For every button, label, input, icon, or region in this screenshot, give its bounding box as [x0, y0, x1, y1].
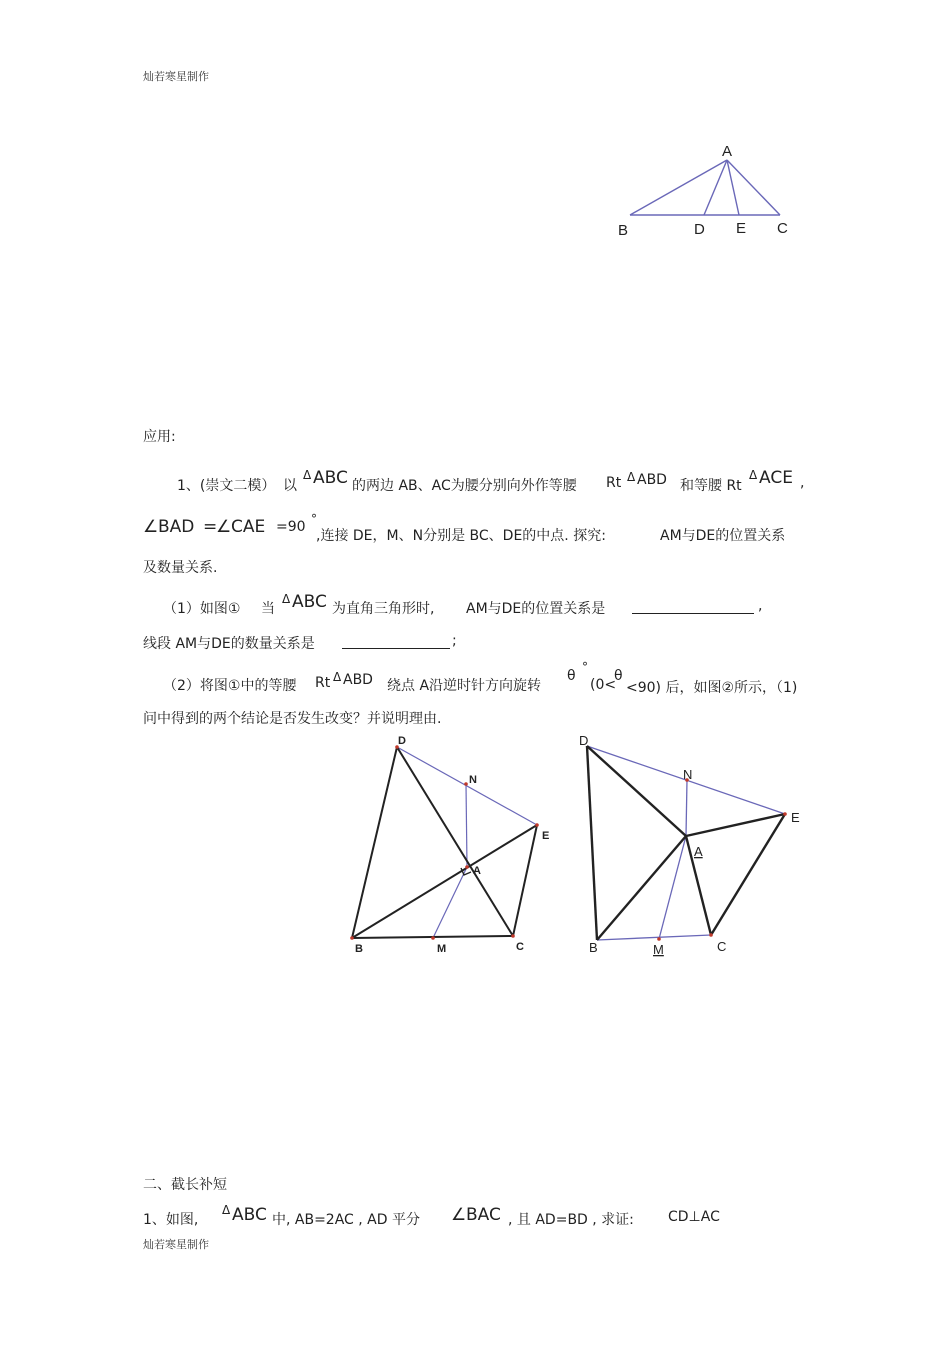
q2-rotate-text: 绕点 A沿逆时针方向旋转 [387, 678, 542, 694]
triangle-ace-label: ACE [759, 468, 793, 488]
q1-dang: 当 [261, 601, 275, 617]
segment-an [686, 780, 687, 836]
segment-an [466, 784, 467, 867]
rt-label-2: Rt [315, 675, 331, 691]
q1-semicolon: ; [452, 633, 457, 649]
segment-ec [711, 814, 785, 935]
segment-ae [727, 160, 739, 215]
angle-cae-label: CAE [231, 517, 266, 537]
problem1-text2: 和等腰 Rt [680, 478, 742, 494]
triangle-symbol: Δ [627, 470, 636, 484]
q2-range-end: <90) 后，如图②所示，（1) [626, 680, 798, 696]
segment-bm [597, 935, 711, 940]
figure-3-right [575, 730, 815, 960]
label-b: B [589, 940, 598, 955]
label-e: E [791, 810, 800, 825]
q2-range-start: (0< [590, 677, 617, 693]
problem2-text2: , 且 AD=BD , 求证: [508, 1212, 634, 1228]
point-n [464, 782, 468, 786]
triangle-symbol: Δ [222, 1203, 231, 1217]
q2-prefix: （2）将图①中的等腰 [163, 678, 297, 694]
figure-2-left [340, 730, 570, 960]
problem1-text1: 的两边 AB、AC为腰分别向外作等腰 [352, 478, 577, 494]
label-d: D [694, 221, 705, 238]
point-m [431, 936, 435, 940]
label-n: N [469, 774, 477, 786]
label-a: A [694, 844, 703, 859]
q1-prefix: （1）如图① [163, 601, 241, 617]
problem1-comma: , [800, 475, 805, 491]
triangle-abc-label: ABC [232, 1205, 267, 1225]
angle-symbol: ∠ [143, 517, 159, 537]
label-a: A [722, 143, 733, 160]
point-m [657, 937, 661, 941]
segment-ec [513, 825, 537, 936]
triangle-abd-label: ABD [343, 672, 373, 688]
problem1-text4: AM与DE的位置关系 [660, 528, 786, 544]
problem1-line3: 及数量关系. [143, 560, 218, 576]
section2-title: 二、截长补短 [143, 1177, 227, 1193]
q1-right-triangle: 为直角三角形时, [332, 601, 435, 617]
answer-blank-position[interactable] [632, 599, 754, 614]
segment-da [587, 746, 686, 836]
theta-symbol: θ [567, 668, 576, 684]
label-e: E [736, 220, 747, 237]
point-b [350, 936, 354, 940]
label-b: B [618, 222, 629, 239]
angle-bad-label: BAD [158, 517, 195, 537]
problem2-number: 1、如图, [143, 1212, 199, 1228]
label-c: C [717, 939, 727, 954]
answer-blank-quantity[interactable] [342, 634, 450, 649]
triangle-abd-label: ABD [637, 472, 667, 488]
page-header: 灿若寒星制作 [143, 70, 209, 83]
rt-label-1: Rt [606, 475, 622, 491]
angle-symbol: ∠ [451, 1205, 467, 1225]
angle-bac-label: BAC [466, 1205, 501, 1225]
degree-symbol: ° [311, 512, 317, 526]
problem2-text1: 中, AB=2AC , AD 平分 [272, 1212, 420, 1228]
triangle-symbol: Δ [303, 468, 312, 482]
label-c: C [777, 220, 788, 237]
problem2-text3: CD⊥AC [668, 1209, 720, 1225]
segment-de [397, 747, 537, 825]
q2-line2: 问中得到的两个结论是否发生改变？并说明理由. [143, 711, 442, 727]
segment-ae [686, 814, 785, 836]
theta-symbol: θ [614, 668, 623, 684]
label-a: A [473, 865, 481, 877]
segment-ac [727, 160, 780, 215]
point-e [535, 823, 539, 827]
segment-ad [704, 160, 727, 215]
degree-symbol: ° [582, 660, 588, 674]
q1-comma: , [758, 598, 763, 614]
segment-dc [397, 747, 513, 936]
section-application-title: 应用: [143, 429, 176, 445]
point-c [511, 934, 515, 938]
label-b: B [355, 943, 363, 955]
label-d: D [579, 733, 589, 748]
point-c [709, 933, 713, 937]
label-e: E [542, 830, 550, 842]
triangle-symbol: Δ [749, 468, 758, 482]
triangle-symbol: Δ [333, 670, 342, 684]
page-footer: 灿若寒星制作 [143, 1238, 209, 1251]
segment-db [587, 746, 597, 940]
segment-be [352, 825, 537, 938]
problem1-yi: 以 [283, 478, 297, 494]
q1-position-text: AM与DE的位置关系是 [466, 601, 606, 617]
problem1-number: 1、(崇文二模） [177, 478, 276, 494]
segment-db [352, 747, 397, 938]
problem1-text3: ,连接 DE，M、N分别是 BC、DE的中点. 探究: [316, 528, 606, 544]
equals-90: =90 [276, 519, 306, 535]
figure-triangle-abc [600, 135, 820, 245]
label-n: N [683, 767, 693, 782]
angle-symbol: ∠ [216, 517, 232, 537]
point-a [465, 865, 469, 869]
point-e [783, 812, 787, 816]
equals-sign: = [203, 517, 218, 537]
label-m: M [437, 943, 447, 955]
segment-ab [630, 160, 727, 215]
triangle-symbol: Δ [282, 592, 291, 606]
q1-quantity-text: 线段 AM与DE的数量关系是 [143, 636, 315, 652]
triangle-abc-label: ABC [313, 468, 348, 488]
triangle-abc-label: ABC [292, 592, 327, 612]
label-c: C [516, 941, 524, 953]
label-m: M [653, 942, 664, 957]
label-d: D [398, 735, 406, 747]
